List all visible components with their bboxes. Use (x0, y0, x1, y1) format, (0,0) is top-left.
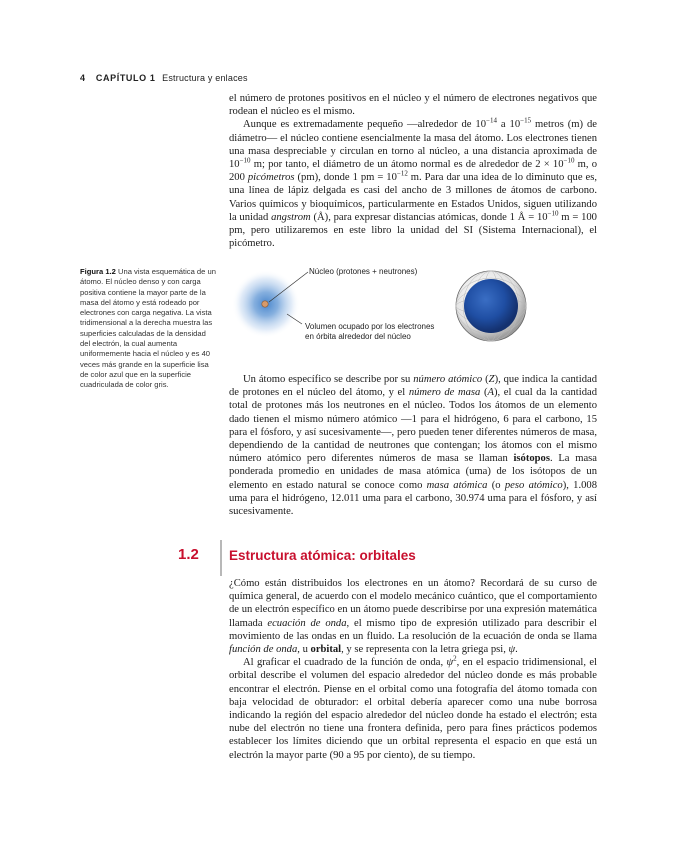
section-number: 1.2 (178, 546, 199, 563)
chapter-label: CAPÍTULO 1 (95, 73, 156, 83)
section-divider (220, 540, 222, 576)
text-block-atomic-number (229, 373, 597, 518)
section-heading (0, 540, 693, 572)
page-number: 4 (80, 73, 86, 83)
text-block-orbitals (229, 577, 597, 762)
chapter-title: Estructura y enlaces (162, 73, 248, 83)
text-block-intro (229, 92, 597, 250)
paragraph: Al graficar el cuadrado de la función de onda, $\psi^2$, en el espacio tridimensional, el orbital describe el volumen del espacio alrededor del núcleo donde es más probable encontrar el electrón. Piense en el orbital como una fotografía del átomo tomada con baja velocidad de obturador: el orbital debería aparecer como una nube borrosa indicando la región del espacio alrededor del núcleo donde ha estado el electrón; esta nube del electrón no tiene una frontera definida, pero para fines prácticos podemos establecer los límites diciendo que un orbital representa el espacio en que está un electrón la mayor parte (90 a 95 por ciento), de su tiempo. (229, 654, 598, 761)
paragraph: ¿Cómo están distribuidos los electrones en un átomo? Recordará de su curso de química general, de acuerdo con el modelo mecánico cuántico, que el comportamiento de un electrón específico en un átomo puede describirse por una expresión matemática llamada ecuación de onda, el mismo tipo de expresión utilizado para describir el movimiento de las ondas en un fluido. La resolución de la ecuación de onda se llama función de onda, u orbital, y se representa con la letra griega psi, ψ. (229, 578, 597, 656)
running-header (80, 73, 248, 83)
nucleus-label: Núcleo (protones + neutrones) (309, 267, 418, 276)
nucleus (262, 301, 268, 307)
3d-atom-model (456, 271, 526, 341)
atom-illustration (229, 262, 597, 362)
figure-label: Figura 1.2 (80, 267, 116, 276)
volume-label-line1: Volumen ocupado por los electrones (305, 322, 435, 331)
paragraph: Aunque es extremadamente pequeño —alrededor de $10^{-14}$ a $10^{-15}$ metros (m) de diámetro— el núcleo contiene esencialmente la masa del átomo. Los electrones tienen una masa despreciable y circulan en torno al núcleo, a una distancia aproximada de $10^{-10}$ m; por tanto, el diámetro de un átomo normal es de alrededor de $2 \times 10^{-10}$ m, o 200 picómetros (pm), donde 1 pm = $10^{-12}$ m. Para dar una idea de lo diminuto que es, una línea de lápiz delgada es casi del ancho de 3 millones de átomos de carbono. Varios químicos y bioquímicos, particularmente en Estados Unidos, siguen utilizando la unidad angstrom (Å), para expresar distancias atómicas, donde 1 Å = $10^{-10}$ m = 100 pm, pero utilizaremos en este libro la unidad del SI (Sistema Internacional), el picómetro. (229, 116, 597, 250)
paragraph: Un átomo específico se describe por su número atómico (Z), que indica la cantidad de protones en el núcleo del átomo, y el número de masa (A), el cual da la cantidad total de protones más los neutrones en el núcleo. Todos los átomos de un elemento dado tienen el mismo número atómico —1 para el hidrógeno, 6 para el carbono, 15 para el fósforo, y así sucesivamente—, pero pueden tener diferentes números de masa, dependiendo de la cantidad de neutrones que contengan; los átomos con el mismo número atómico pero diferentes números de masa se llaman isótopos. La masa ponderada promedio en unidades de masa atómica (uma) de los isótopos de un elemento en estado natural se conoce como masa atómica (o peso atómico), 1.008 uma para el hidrógeno, 12.011 uma para el carbono, 30.974 uma para el fósforo, y así sucesivamente. (229, 374, 598, 518)
caption-text: Una vista esquemática de un átomo. El núcleo denso y con carga positiva contiene la mayor parte de la masa del átomo y está rodeado por electrones con carga negativa. La vista tridimensional a la derecha muestra las superficies calculadas de la densidad del electrón, la cual aumenta uniformemente hacia el núcleo y es 40 veces más grande en la superficie lisa de color azul que en la superficie cuadriculada de color gris. (80, 267, 216, 390)
section-title: Estructura atómica: orbitales (229, 548, 416, 563)
atom-figure (229, 262, 597, 362)
figure-caption (80, 267, 216, 391)
volume-label-line2: en órbita alrededor del núcleo (305, 332, 411, 341)
paragraph: el número de protones positivos en el núcleo y el número de electrones negativos que rodean el núcleo es el mismo. (229, 93, 597, 118)
